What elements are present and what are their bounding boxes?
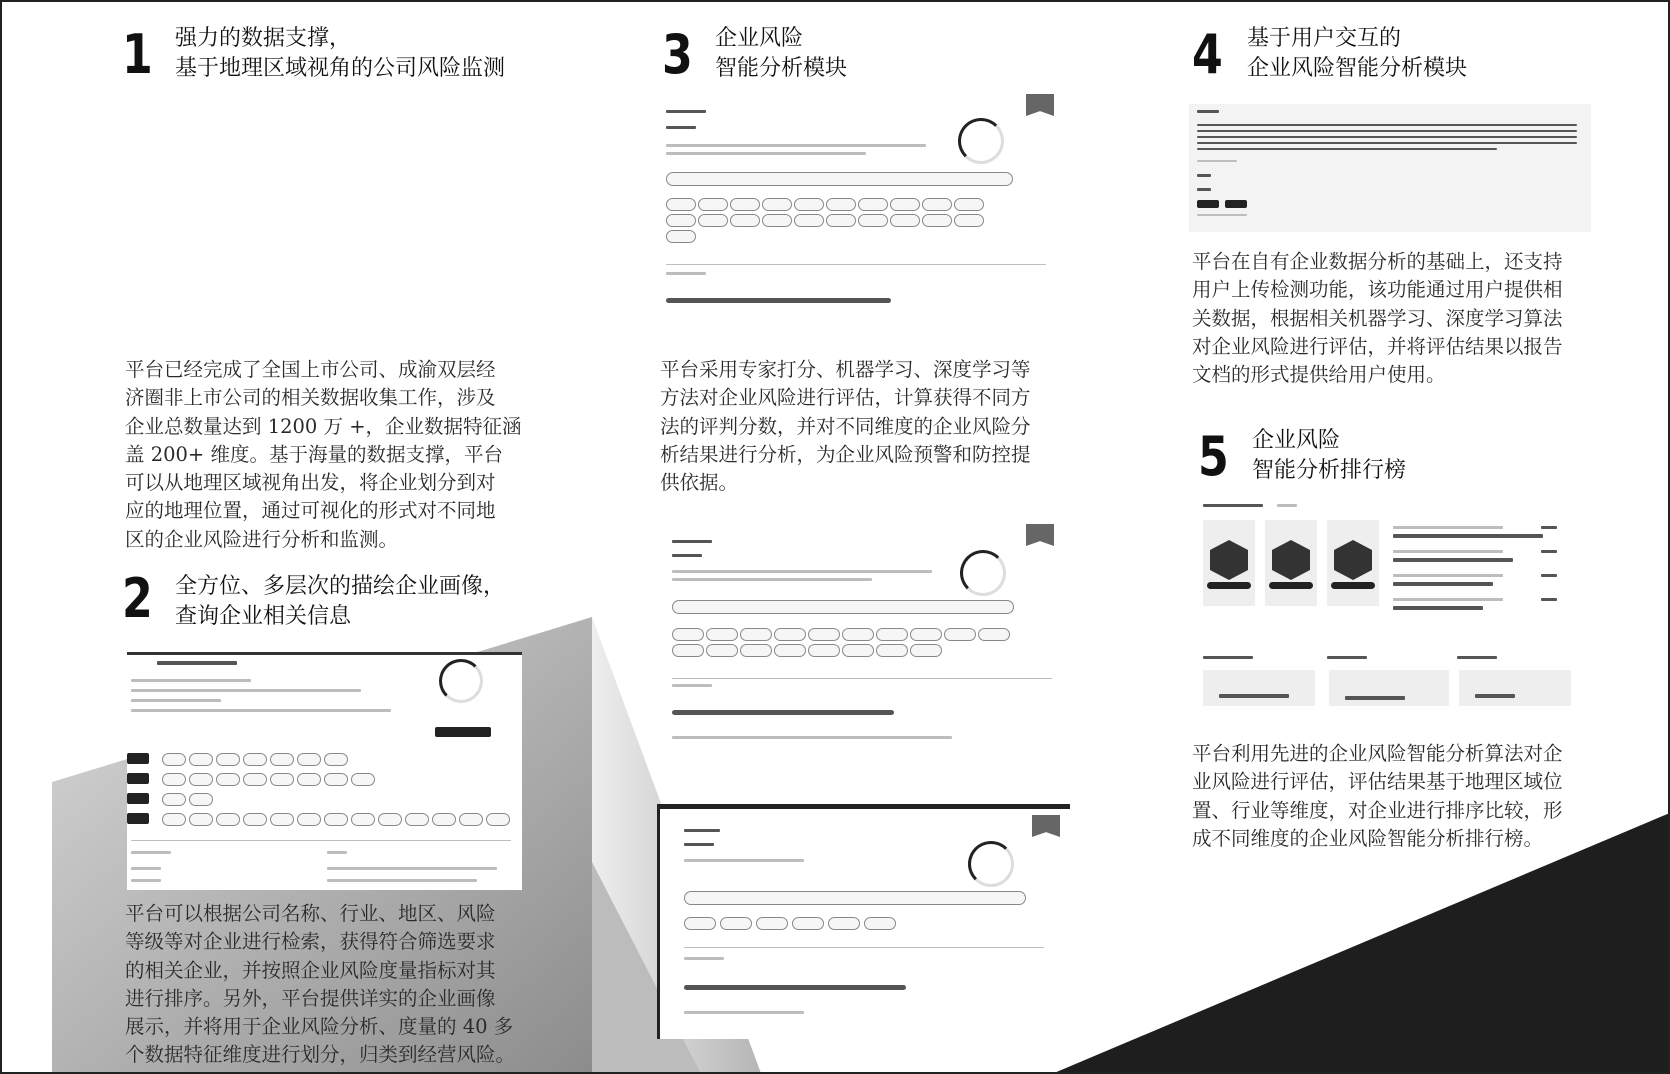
para-line: 用户上传检测功能，该功能通过用户提供相 xyxy=(1192,278,1563,302)
section-5-title xyxy=(1252,426,1406,486)
section-1-title-line1: 强力的数据支撑， xyxy=(175,26,352,51)
rank-list-region xyxy=(1203,670,1315,706)
para-line: 文档的形式提供给用户使用。 xyxy=(1192,363,1446,387)
risk-analysis-screenshot-2 xyxy=(652,524,1064,749)
section-1-title xyxy=(175,24,505,84)
bookmark-icon xyxy=(1026,94,1054,116)
para-line: 盖 200+ 维度。基于海量的数据支撑，平台 xyxy=(125,442,503,466)
para-line: 业风险进行评估，评估结果基于地理区域位 xyxy=(1192,770,1563,794)
para-line: 济圈非上市公司的相关数据收集工作，涉及 xyxy=(125,386,496,410)
section-4-title xyxy=(1247,24,1467,84)
section-4-title-line2: 企业风险智能分析模块 xyxy=(1247,56,1468,81)
search-bar xyxy=(666,172,1013,186)
risk-analysis-screenshot-1 xyxy=(660,94,1060,316)
para-line: 的相关企业，并按照企业风险度量指标对其 xyxy=(125,958,496,982)
section-5-number: 5 xyxy=(1198,425,1229,488)
risk-score-ring xyxy=(968,841,1014,887)
para-line: 平台已经完成了全国上市公司、成渝双层经 xyxy=(125,358,496,381)
section-1-number: 1 xyxy=(122,23,153,86)
section-5-title-line1: 企业风险 xyxy=(1252,428,1341,453)
para-line: 平台采用专家打分、机器学习、深度学习等 xyxy=(660,358,1031,381)
risk-score-ring xyxy=(960,550,1006,596)
para-line: 方法对企业风险进行评估，计算获得不同方 xyxy=(660,386,1031,410)
para-line: 成不同维度的企业风险智能分析排行榜。 xyxy=(1192,826,1544,850)
para-line: 进行排序。另外，平台提供详实的企业画像 xyxy=(125,986,496,1010)
company-profile-screenshot xyxy=(127,652,522,890)
section-2-title-line2: 查询企业相关信息 xyxy=(175,604,352,629)
section-1-paragraph xyxy=(125,356,545,554)
upload-button xyxy=(1197,200,1219,208)
section-3-number: 3 xyxy=(662,23,693,86)
ranking-screenshot xyxy=(1197,498,1587,718)
para-line: 等级等对企业进行检索，获得符合筛选要求 xyxy=(125,930,496,954)
rank-list-industry xyxy=(1329,670,1449,706)
para-line: 平台利用先进的企业风险智能分析算法对企 xyxy=(1192,742,1563,765)
para-line: 析结果进行分析，为企业风险预警和防控提 xyxy=(660,442,1031,466)
section-5-title-line2: 智能分析排行榜 xyxy=(1252,458,1407,483)
section-3-title-line2: 智能分析模块 xyxy=(715,56,848,81)
section-4-paragraph xyxy=(1192,248,1612,389)
risk-analysis-screenshot-3 xyxy=(657,804,1070,1039)
para-line: 对企业风险进行评估，并将评估结果以报告 xyxy=(1192,334,1563,358)
search-bar xyxy=(672,600,1014,614)
section-1-title-line2: 基于地理区域视角的公司风险监测 xyxy=(175,56,506,81)
bookmark-icon xyxy=(1026,524,1054,546)
section-2-paragraph xyxy=(125,900,545,1070)
para-line: 供依据。 xyxy=(660,471,739,495)
section-3-title-line1: 企业风险 xyxy=(715,26,804,51)
para-line: 可以从地理区域视角出发，将企业划分到对 xyxy=(125,471,496,495)
section-2-title xyxy=(175,572,505,632)
para-line: 平台可以根据公司名称、行业、地区、风险 xyxy=(125,902,496,925)
section-3-paragraph xyxy=(660,356,1080,497)
submit-button xyxy=(1225,200,1247,208)
para-line: 置、行业等维度，对企业进行排序比较，形 xyxy=(1192,798,1563,822)
section-5-paragraph xyxy=(1192,740,1612,853)
section-3-title xyxy=(715,24,847,84)
section-4-number: 4 xyxy=(1192,23,1223,86)
para-line: 应的地理位置，通过可视化的形式对不同地 xyxy=(125,499,496,523)
para-line: 平台在自有企业数据分析的基础上，还支持 xyxy=(1192,250,1563,273)
para-line: 法的评判分数，并对不同维度的企业风险分 xyxy=(660,414,1031,438)
para-line: 区的企业风险进行分析和监测。 xyxy=(125,527,399,551)
para-line: 关数据，根据相关机器学习、深度学习算法 xyxy=(1192,306,1563,330)
section-4-title-line1: 基于用户交互的 xyxy=(1247,26,1402,51)
bookmark-icon xyxy=(1032,815,1060,837)
para-line: 企业总数量达到 1200 万 +，企业数据特征涵 xyxy=(125,414,522,438)
section-2-number: 2 xyxy=(122,567,153,630)
risk-score-ring xyxy=(958,118,1004,164)
user-upload-screenshot xyxy=(1189,104,1591,232)
para-line: 展示，并将用于企业风险分析、度量的 40 多 xyxy=(125,1015,514,1039)
para-line: 个数据特征维度进行划分，归类到经营风险。 xyxy=(125,1043,516,1067)
risk-score-ring xyxy=(439,659,483,703)
section-2-title-line1: 全方位、多层次的描绘企业画像， xyxy=(175,574,506,599)
search-bar xyxy=(684,891,1026,905)
rank-list-level xyxy=(1459,670,1571,706)
